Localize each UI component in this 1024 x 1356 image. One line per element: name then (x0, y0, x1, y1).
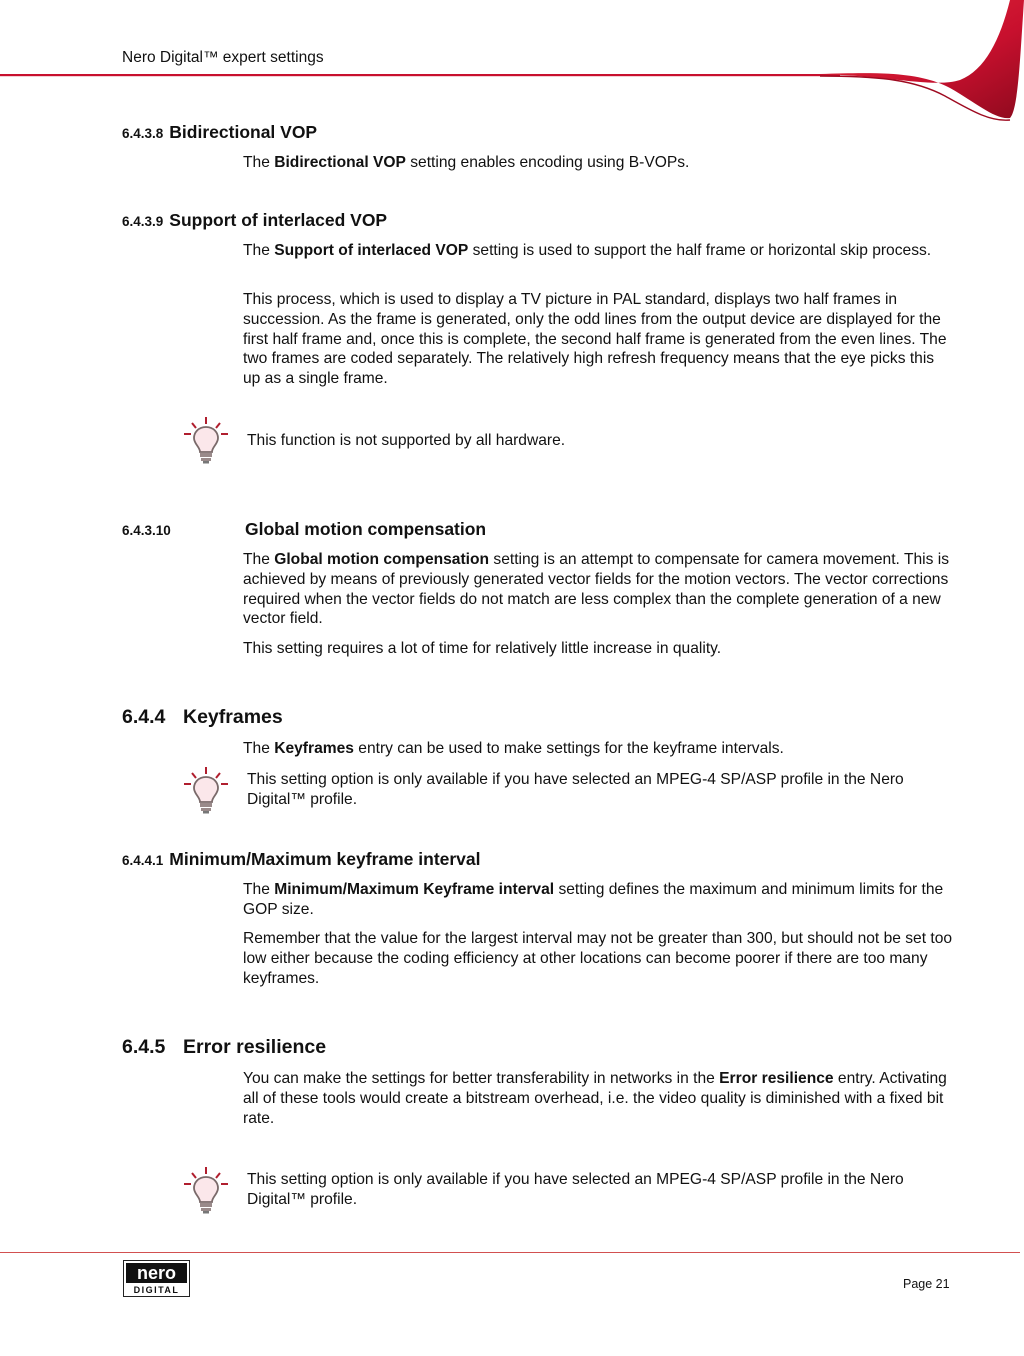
text: entry. Activating all of these tools would create a bitstream overhead, i.e. the video quality is diminished with a fixed bit rate. (243, 1070, 947, 1127)
section-number: 6.4.4 (122, 706, 166, 728)
section-title: Error resilience (183, 1036, 327, 1058)
lightbulb-icon (182, 765, 230, 815)
section-title: Minimum/Maximum keyframe interval (169, 849, 481, 869)
note-text: This function is not supported by all hardware. (247, 432, 566, 449)
section-number: 6.4.4.1 (122, 853, 164, 868)
bold-term: Keyframes (274, 740, 354, 757)
note-text: This setting option is only available if you have selected an MPEG-4 SP/ASP profile in the Nero Digital™ profile. (247, 1171, 904, 1208)
paragraph (243, 739, 953, 759)
section-title: Bidirectional VOP (169, 122, 318, 142)
header-swoosh-logo (0, 0, 1024, 130)
bold-term: Error resilience (719, 1070, 834, 1087)
text: The (243, 242, 275, 259)
paragraph (243, 550, 953, 629)
header-title: Nero Digital™ expert settings (122, 49, 324, 66)
section-title: Global motion compensation (245, 519, 487, 539)
paragraph: This process, which is used to display a TV picture in PAL standard, displays two half frames in succession. As the frame is generated, only the odd lines from the output device are displayed for the first half frame and, once this is complete, the second half frame is generated from the even lines. The two frames are coded separately. The relatively high refresh frequency means that the eye picks this up as a single frame. (243, 291, 947, 388)
section-heading-keyframe-interval (122, 849, 481, 870)
section-number: 6.4.3.8 (122, 126, 164, 141)
section-number: 6.4.3.10 (122, 523, 171, 538)
text: setting is used to support the half frame or horizontal skip process. (468, 242, 932, 259)
bold-term: Support of interlaced VOP (274, 242, 469, 259)
section-heading-error-resilience (122, 1036, 326, 1059)
section-number: 6.4.3.9 (122, 214, 164, 229)
paragraph (243, 880, 953, 920)
text: You can make the settings for better transferability in networks in the (243, 1070, 720, 1087)
page-number: Page 21 (903, 1277, 950, 1291)
text: The (243, 551, 275, 568)
bold-term: Minimum/Maximum Keyframe interval (274, 881, 555, 898)
nero-digital-logo (123, 1260, 190, 1297)
logo-wordmark: nero (136, 1263, 177, 1283)
text: The (243, 740, 275, 757)
section-heading-interlaced-vop (122, 210, 387, 231)
text: setting is an attempt to compensate for camera movement. This is achieved by means of previously generated vector fields for the motion vectors. The vector corrections required when the vector fields do not match are less complex than the complete generation of a new vector field. (243, 551, 949, 628)
text: The (243, 154, 275, 171)
section-heading-keyframes (122, 706, 283, 729)
text: setting enables encoding using B-VOPs. (405, 154, 690, 171)
footer-rule (0, 1252, 1020, 1253)
section-heading-global-motion (122, 519, 486, 540)
paragraph: This setting requires a lot of time for relatively little increase in quality. (243, 640, 722, 657)
paragraph (243, 241, 953, 261)
lightbulb-icon (182, 1165, 230, 1215)
section-title: Keyframes (183, 706, 283, 728)
text: entry can be used to make settings for the keyframe intervals. (353, 740, 784, 757)
section-heading-bidirectional-vop (122, 122, 317, 143)
paragraph (243, 153, 953, 173)
text: setting defines the maximum and minimum limits for the GOP size. (243, 881, 944, 918)
note-text: This setting option is only available if you have selected an MPEG-4 SP/ASP profile in the Nero Digital™ profile. (247, 771, 904, 808)
text: The (243, 881, 275, 898)
logo-subtext: DIGITAL (133, 1285, 180, 1295)
paragraph (243, 1069, 953, 1128)
paragraph: Remember that the value for the largest interval may not be greater than 300, but should not be set too low either because the coding efficiency at other locations can become poorer if there are too many keyframes. (243, 930, 953, 987)
bold-term: Global motion compensation (274, 551, 490, 568)
section-number: 6.4.5 (122, 1036, 166, 1058)
lightbulb-icon (182, 415, 230, 465)
section-title: Support of interlaced VOP (169, 210, 388, 230)
bold-term: Bidirectional VOP (274, 154, 406, 171)
